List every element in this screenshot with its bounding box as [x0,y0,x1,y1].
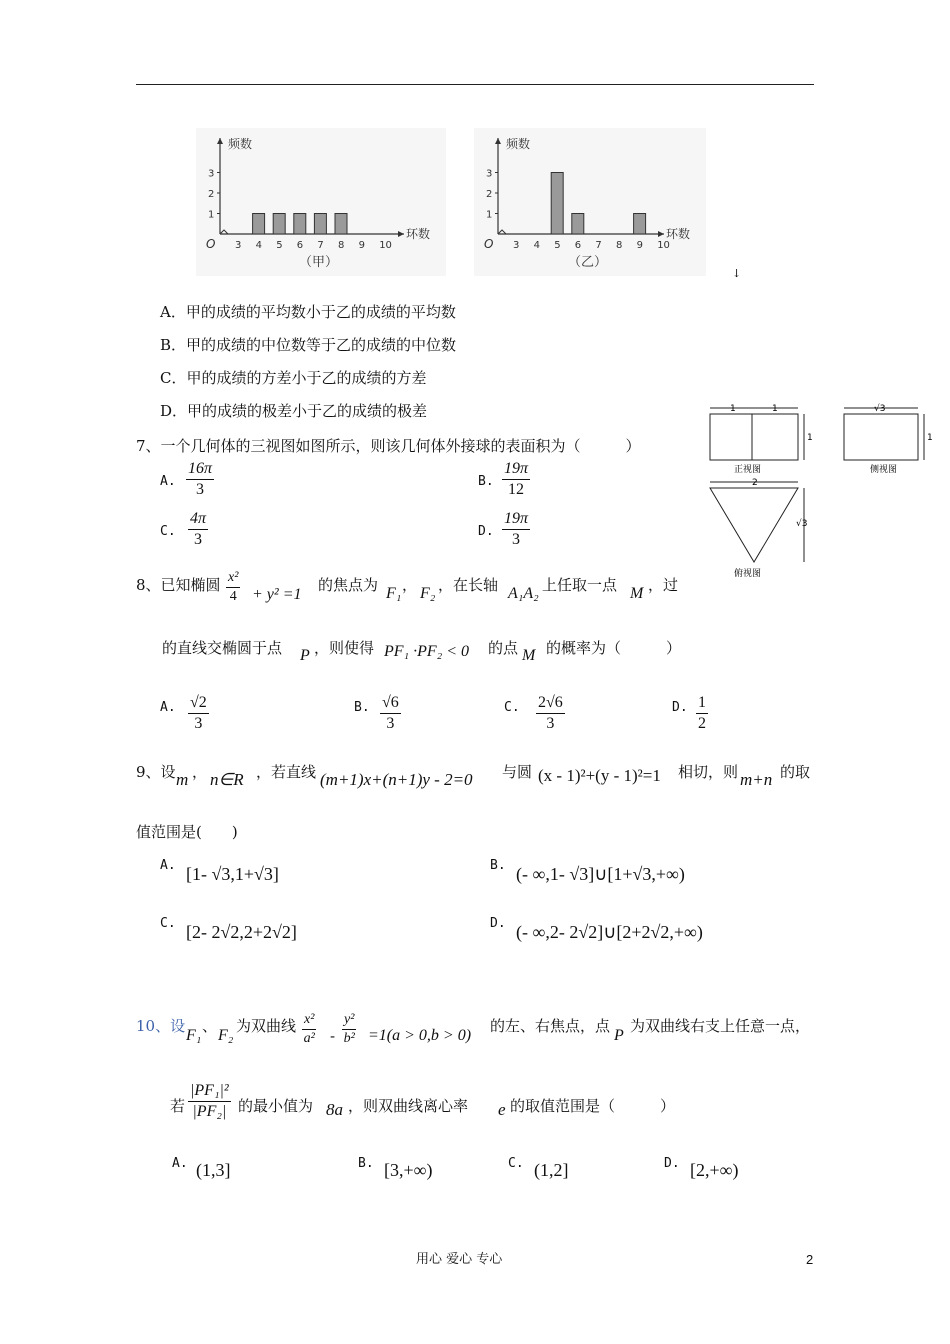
q7-option-b: $\frac{19\pi}{12}$ [504,460,529,498]
yi-y-tick-2: 2 [486,189,493,200]
q9-nr: n∈R [210,770,244,789]
q8-option-c: $\frac{2√6}{3}$ [538,694,563,732]
q10-minus: - [330,1027,336,1045]
side-dim-2: 1 [927,433,933,443]
q10-option-a: (1,3] [196,1160,231,1180]
q9-label-d: D. [490,916,506,931]
q10-label-d: D. [664,1156,680,1171]
q8-mid1: 的焦点为 [318,576,379,594]
yi-y-tick-3: 3 [486,168,493,180]
yi-bar-9 [634,214,646,235]
jia-y-tick-3: 3 [208,168,215,180]
q10-8a: 8a [326,1100,343,1119]
q10-frac-x: $\frac{\text{x²}}{\text{a²}}$ [303,1012,315,1046]
q8-mid2: ，在长轴 [438,576,499,594]
q8-comma: ， [402,576,418,594]
q9-m: m [176,770,189,789]
jia-y-tick-1: 1 [208,209,215,221]
top-view [710,482,804,562]
yi-origin-label: O [484,237,494,251]
q8-ellipse-frac: $\frac{\text{x²}}{4}$ [228,570,239,604]
header-rule [136,84,814,85]
jia-x-tick-4: 4 [255,240,262,251]
jia-caption: （甲） [299,255,339,270]
q9-option-c: [2- 2√2,2+2√2] [186,922,297,942]
q9-mid2: 与圆 [502,763,533,781]
side-view [844,408,924,460]
q8-p: P [300,647,310,664]
front-dim-1: 1 [730,404,736,414]
yi-x-tick-5: 5 [554,240,561,251]
q10-end: 为双曲线右支上任意一点， [630,1017,811,1035]
yi-x-tick-8: 8 [616,240,623,251]
q8-a1a2: A₁A₂ [508,585,539,602]
jia-bar-4 [253,214,265,235]
q10-f1: F₁ [186,1027,202,1044]
q10-label-a: A. [172,1156,188,1171]
three-view-figure [700,400,940,610]
q8-f1: F₁ [386,585,402,602]
page-number: 2 [806,1252,814,1267]
jia-y-tick-2: 2 [208,189,215,200]
q8-mid3: 上任取一点 [542,576,618,594]
q8-ellipse-rest: + y² =1 [252,586,302,603]
q10-label-b: B. [358,1156,374,1171]
q7-option-c: $\frac{4\pi}{3}$ [190,510,207,548]
q7-label-c: C. [160,524,176,539]
q9-mn: m+n [740,770,773,789]
q8-line2d: 的概率为（ ） [546,639,682,657]
jia-x-tick-9: 9 [358,240,365,251]
q10-option-b: [3,+∞) [384,1160,433,1180]
q8-mid4: ，过 [648,576,679,594]
q8-line2b: ，则使得 [314,639,375,657]
chart-jia [196,128,446,276]
yi-x-axis-label: 环数 [666,227,691,241]
q10-option-d: [2,+∞) [690,1160,739,1180]
q6-option-c: C．甲的成绩的方差小于乙的成绩的方差 [160,369,427,387]
jia-x-tick-7: 7 [317,240,324,251]
q7-label-d: D. [478,524,494,539]
q10-cond: =1(a > 0,b > 0) [368,1027,472,1044]
q9-line2: 值范围是( ) [136,823,238,841]
jia-bar-7 [314,214,326,235]
q10-p: P [614,1027,624,1044]
yi-x-tick-3: 3 [513,240,520,251]
q10-end2: 的取值范围是（ ） [510,1097,676,1115]
front-view-label: 正视图 [734,465,762,475]
q10-mid2: 的左、右焦点，点 [490,1017,611,1035]
top-dim-2: √3 [796,519,808,529]
jia-x-tick-10: 10 [379,240,392,251]
q10-sep: 、 [202,1017,218,1035]
q9-option-b: (- ∞,1- √3]∪[1+√3,+∞) [516,864,685,884]
jia-origin-label: O [206,237,216,251]
q9-label-c: C. [160,916,176,931]
front-dim-2: 1 [772,404,778,414]
q10-mid3: 的最小值为 [238,1097,314,1115]
q10-frac-y: $\frac{\text{y²}}{\text{b²}}$ [343,1012,355,1046]
q7-option-d: $\frac{19\pi}{3}$ [504,510,529,548]
q10-prefix: 10、设 [136,1017,186,1035]
q6-option-b: B．甲的成绩的中位数等于乙的成绩的中位数 [160,336,457,354]
yi-x-tick-9: 9 [636,240,643,251]
q9-mid: ，若直线 [256,763,317,781]
q8-m: M [630,585,644,602]
q8-f2: F₂ [420,585,436,602]
jia-bar-6 [294,214,306,235]
q9-circle-eq: (x - 1)²+(y - 1)²=1 [538,766,661,785]
q9-line-eq: (m+1)x+(n+1)y - 2=0 [320,770,473,789]
yi-y-tick-1: 1 [486,209,493,221]
q7-label-a: A. [160,474,176,489]
yi-x-tick-10: 10 [657,240,670,251]
q9-label-b: B. [490,858,506,873]
q10-mid: 为双曲线 [236,1017,297,1035]
yi-bar-5 [551,173,563,235]
jia-x-axis-label: 环数 [406,227,431,241]
q9-option-d: (- ∞,2- 2√2]∪[2+2√2,+∞) [516,922,703,942]
yi-x-tick-4: 4 [533,240,540,251]
q7-option-a: $\frac{16\pi}{3}$ [188,460,213,498]
q7-label-b: B. [478,474,494,489]
side-dim-1: √3 [874,404,886,414]
top-view-label: 俯视图 [734,569,762,579]
q8-label-c: C. [504,700,520,715]
q9-end: 的取 [780,763,811,781]
q10-ratio-frac: $\frac{\text{|PF₁|²}}{\text{|PF₂|}}$ [190,1082,229,1120]
q8-label-d: D. [672,700,688,715]
side-view-label: 侧视图 [870,465,898,475]
q8-line2c: 的点 [488,639,519,657]
q8-line2a: 的直线交椭圆于点 [162,639,283,657]
yi-x-tick-7: 7 [595,240,602,251]
jia-x-tick-3: 3 [235,240,242,251]
q9-sep: ， [192,763,208,781]
q8-option-b: $\frac{√6}{3}$ [382,694,399,732]
jia-bar-5 [273,214,285,235]
footer-text: 用心 爱心 专心 [416,1252,503,1267]
q8-ineq: PF₁ ·PF₂ < 0 [384,643,470,660]
chart-yi [474,128,706,276]
q9-mid3: 相切，则 [678,763,739,781]
q7-stem: 7、一个几何体的三视图如图所示，则该几何体外接球的表面积为（ ） [136,437,641,455]
q10-ruo: 若 [170,1097,186,1115]
q8-label-b: B. [354,700,370,715]
q9-prefix: 9、设 [136,763,176,781]
top-dim-1: 2 [752,478,758,488]
q6-option-d: D．甲的成绩的极差小于乙的成绩的极差 [160,402,428,420]
front-view [710,408,804,460]
q10-e: e [498,1100,506,1119]
yi-y-axis-label: 频数 [506,137,531,151]
q8-option-a: $\frac{√2}{3}$ [190,694,207,732]
q10-mid4: ，则双曲线离心率 [348,1097,469,1115]
q10-label-c: C. [508,1156,524,1171]
q8-prefix: 8、已知椭圆 [136,576,221,594]
jia-x-tick-5: 5 [276,240,283,251]
q8-m2: M [522,647,536,664]
yi-x-tick-6: 6 [574,240,582,251]
q10-f2: F₂ [218,1027,234,1044]
q6-option-a: A．甲的成绩的平均数小于乙的成绩的平均数 [160,303,456,321]
q9-option-a: [1- √3,1+√3] [186,864,279,884]
jia-x-tick-8: 8 [338,240,345,251]
front-dim-3: 1 [807,433,813,443]
yi-bar-6 [572,214,584,235]
jia-x-tick-6: 6 [296,240,304,251]
arrow-mark: ↓ [732,267,742,280]
q10-option-c: (1,2] [534,1160,569,1180]
jia-bar-8 [335,214,347,235]
jia-y-axis-label: 频数 [228,137,253,151]
yi-caption: （乙） [568,255,608,270]
q8-option-d: $\frac{1}{2}$ [698,694,706,732]
q8-label-a: A. [160,700,176,715]
q9-label-a: A. [160,858,176,873]
